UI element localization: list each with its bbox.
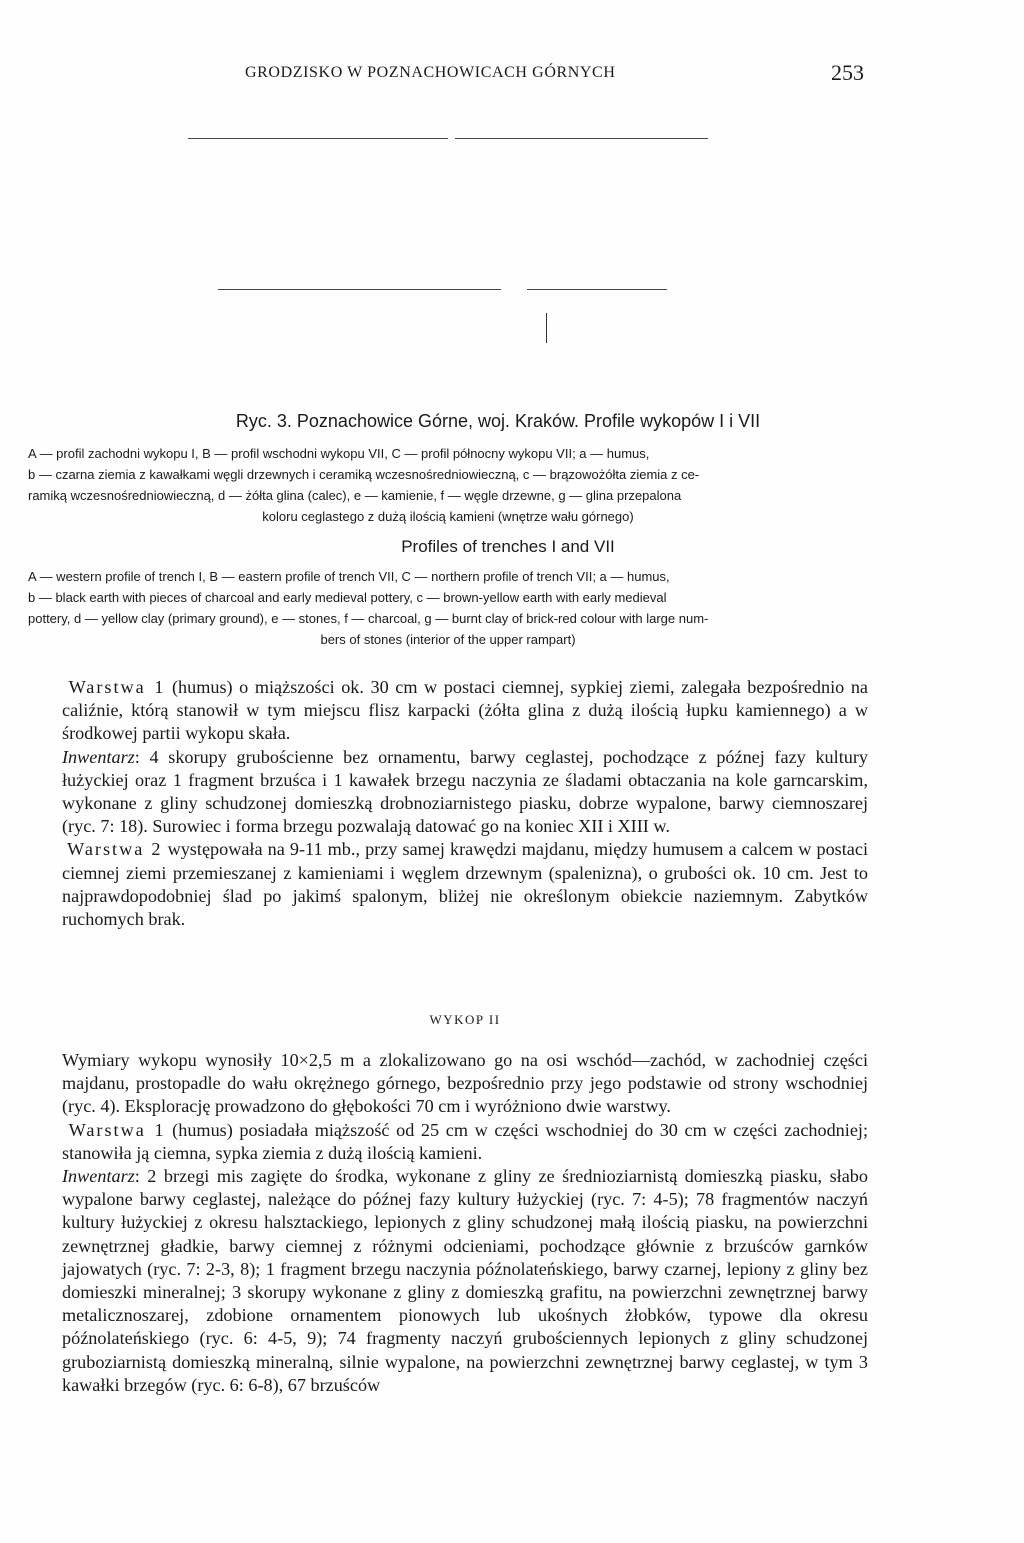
figure-caption: Ryc. 3. Poznachowice Górne, woj. Kraków. Profile wykopów I i VII — [235, 411, 761, 431]
body-text-lower — [62, 1049, 868, 1397]
inventory-heading: Inwentarz — [62, 746, 135, 767]
layer-heading: Warstwa 1 — [68, 1119, 166, 1140]
paragraph: Warstwa 1 (humus) o miąższości ok. 30 cm w postaci ciemnej, sypkiej ziemi, zalegała bezpośrednio na caliźnie, którą stanowił w tym miejscu flisz karpacki (żółta glina z dużą ilością łupku kamiennego) a w środkowej partii wykopu skała. — [62, 677, 868, 744]
legend-pl-line: koloru ceglastego z dużą ilością kamieni (wnętrze wału górnego) — [262, 509, 634, 524]
figure-line — [188, 138, 448, 139]
inventory-heading: Inwentarz — [62, 1166, 135, 1187]
paragraph: Inwentarz: 4 skorupy grubościenne bez ornamentu, barwy ceglastej, pochodzące z późnej fazy kultury łużyckiej oraz 1 fragment brzuśca i 1 kawałek brzegu naczynia ze śladami obtaczania na kole garncarskim, wykonane z gliny schudzonej domieszką drobnoziarnistego piasku, dobrze wypalone, barwy ciemnoszarej (ryc. 7: 18). Surowiec i forma brzegu pozwalają datować go na koniec XII i XIII w. — [62, 746, 868, 837]
legend-en-line: bers of stones (interior of the upper rampart) — [320, 632, 576, 647]
figure-line — [546, 313, 547, 343]
running-title: GRODZISKO W POZNACHOWICACH GÓRNYCH — [245, 64, 616, 81]
legend-en-line: pottery, d — yellow clay (primary ground), e — stones, f — charcoal, g — burnt clay of brick-red colour with large num- — [28, 611, 709, 626]
body-text-upper — [62, 676, 868, 931]
paragraph: Warstwa 2 występowała na 9-11 mb., przy samej krawędzi majdanu, między humusem a calcem w postaci ciemnej ziemi przemieszanej z kamieniami i węglem drzewnym (spalenizna), o grubości ok. 10 cm. Jest to najprawdopodobniej ślad po jakimś spalonym, bliżej nie określonym obiekcie naziemnym. Zabytków ruchomych brak. — [62, 839, 868, 930]
section-title: WYKOP II — [429, 1012, 501, 1027]
legend-en-line: A — western profile of trench I, B — eastern profile of trench VII, C — northern profile of trench VII; a — humus, — [28, 569, 670, 584]
layer-heading: Warstwa 1 — [68, 677, 166, 697]
paragraph: Inwentarz: 2 brzegi mis zagięte do środka, wykonane z gliny ze średnioziarnistą domieszką piasku, słabo wypalone barwy ceglastej, należące do późnej fazy kultury łużyckiej (ryc. 7: 4-5); 78 fragmentów naczyń kultury łużyckiej z okresu halsztackiego, lepionych z gliny schudzonej małą ilością piasku, na powierzchni zewnętrznej gładkie, barwy ciemnej z różnymi odcieniami, pochodzące głównie z brzuśców garnków jajowatych (ryc. 7: 2-3, 8); 1 fragment brzegu naczynia późnolateńskiego, barwy czarnej, lepiony z gliny bez domieszki mineralnej; 3 skorupy wykonane z gliny z domieszką grafitu, na powierzchni zewnętrznej barwy metalicznoszarej, zdobione ornamentem pionowych lub ukośnych żłobków, typowe dla okresu późnolateńskiego (ryc. 6: 4-5, 9); 74 fragmenty naczyń grubościennych lepionych z gliny schudzonej gruboziarnistą domieszką mineralną, silnie wypalone, na powierzchni zewnętrznej barwy ceglastej, w tym 3 kawałki brzegów (ryc. 6: 6-8), 67 brzuśców — [62, 1166, 868, 1395]
figure-subcaption-en: Profiles of trenches I and VII — [401, 537, 615, 556]
paragraph: Warstwa 1 (humus) posiadała miąższość od 25 cm w części wschodniej do 30 cm w części zachodniej; stanowiła ją ciemna, sypka ziemia z dużą ilością kamieni. — [62, 1119, 868, 1163]
legend-en-line: b — black earth with pieces of charcoal and early medieval pottery, c — brown-yellow earth with early medieval — [28, 590, 667, 605]
legend-pl-line: b — czarna ziemia z kawałkami węgli drzewnych i ceramiką wczesnośredniowieczną, c — brązowożółta ziemia z ce- — [28, 467, 700, 482]
legend-pl-line: ramiką wczesnośredniowieczną, d — żółta glina (calec), e — kamienie, f — węgle drzewne, g — glina przepalona — [28, 488, 682, 503]
legend-pl-line: A — profil zachodni wykopu I, B — profil wschodni wykopu VII, C — profil północny wykopu VII; a — humus, — [28, 446, 650, 461]
figure-line — [455, 138, 708, 139]
layer-heading: Warstwa 2 — [67, 839, 163, 860]
paragraph: Wymiary wykopu wynosiły 10×2,5 m a zlokalizowano go na osi wschód—zachód, w zachodniej części majdanu, prostopadle do wału okrężnego górnego, bezpośrednio przy jego podstawie od strony wschodniej (ryc. 4). Eksplorację prowadzono do głębokości 70 cm i wyróżniono dwie warstwy. — [62, 1050, 868, 1117]
figure-line — [218, 289, 501, 290]
page-number: 253 — [831, 60, 864, 85]
figure-line — [527, 289, 667, 290]
